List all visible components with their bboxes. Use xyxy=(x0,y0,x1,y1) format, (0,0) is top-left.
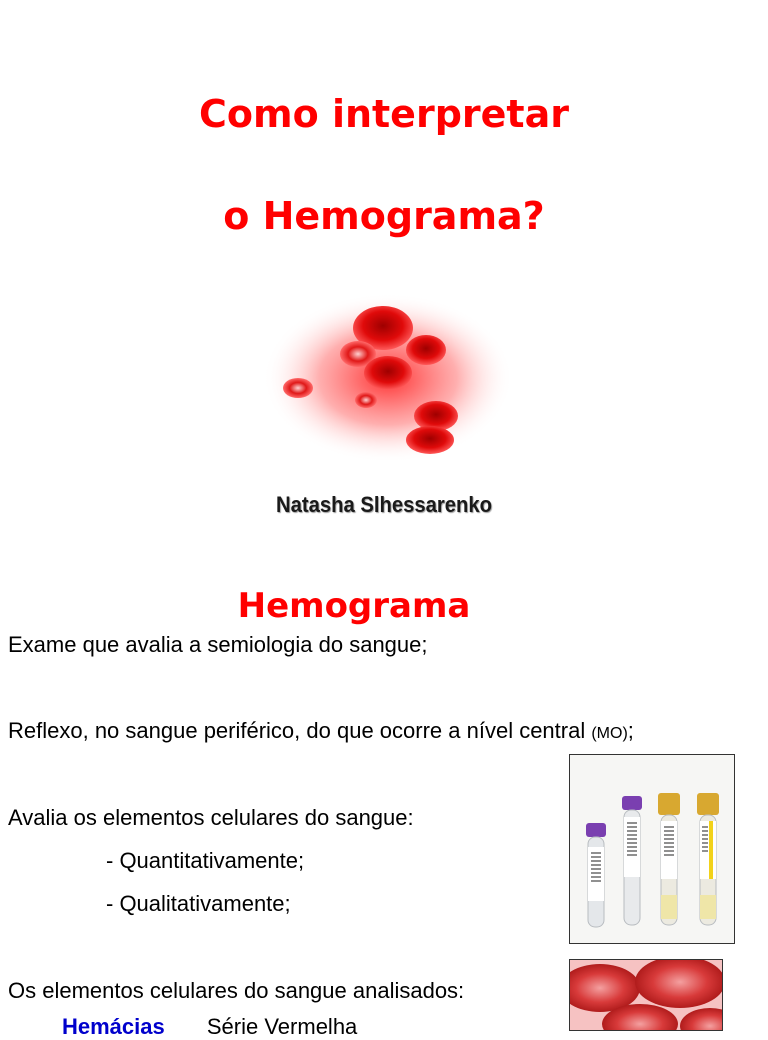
author-name: Natasha Slhessarenko xyxy=(276,492,492,517)
red-blood-cells-photo xyxy=(569,959,723,1031)
text-line-reflexo-mo: (MO) xyxy=(591,725,628,742)
text-line-qualitativamente: - Qualitativamente; xyxy=(106,891,291,916)
text-line-reflexo-end: ; xyxy=(627,718,634,743)
section-title: Hemograma xyxy=(237,586,471,626)
text-line-reflexo-main: Reflexo, no sangue periférico, do que ocorre a nível central xyxy=(8,718,592,743)
term-serie-vermelha: Série Vermelha xyxy=(206,1014,358,1039)
text-line-avalia: Avalia os elementos celulares do sangue: xyxy=(8,805,414,830)
slide-title-line1: Como interpretar xyxy=(199,92,569,136)
text-line-reflexo xyxy=(8,718,634,744)
text-line-quantitativamente: - Quantitativamente; xyxy=(106,848,305,873)
term-hemacias: Hemácias xyxy=(62,1014,165,1039)
text-line-hemacias xyxy=(62,1014,357,1040)
red-blood-cells-image xyxy=(258,278,520,478)
slide-title-line2: o Hemograma? xyxy=(223,194,545,238)
text-line-exame: Exame que avalia a semiologia do sangue; xyxy=(8,632,428,657)
text-line-elementos: Os elementos celulares do sangue analisados: xyxy=(8,978,465,1003)
blood-tubes-image xyxy=(569,754,735,944)
